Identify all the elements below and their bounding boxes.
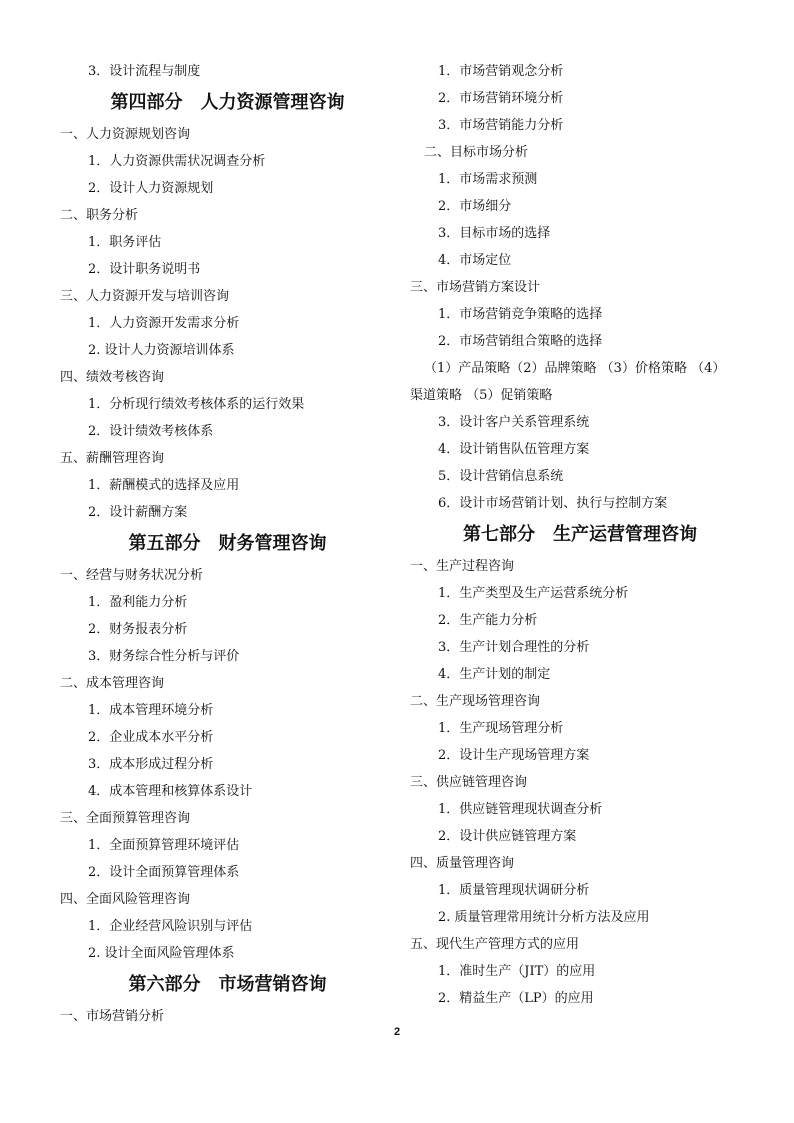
outline-item-level2: 2．设计全面预算管理体系 bbox=[88, 865, 240, 880]
outline-item-level2: 2．市场营销环境分析 bbox=[438, 91, 564, 106]
outline-item-level2: 1．人力资源供需状况调查分析 bbox=[88, 154, 266, 169]
right-column bbox=[410, 58, 750, 1012]
section-heading: 第四部分 人力资源管理咨询 bbox=[110, 92, 345, 113]
outline-item-level2: 2．设计生产现场管理方案 bbox=[438, 748, 590, 763]
outline-item-level2: 1．供应链管理现状调查分析 bbox=[438, 802, 603, 817]
outline-item-level2: 4．市场定位 bbox=[438, 253, 512, 268]
outline-item-level2: 2. 设计全面风险管理体系 bbox=[88, 946, 235, 961]
outline-item-level2: 3．成本形成过程分析 bbox=[88, 757, 214, 772]
outline-item-level2: 2．设计供应链管理方案 bbox=[438, 829, 577, 844]
outline-item-level2: 3．目标市场的选择 bbox=[438, 226, 551, 241]
outline-item-level1: 一、生产过程咨询 bbox=[410, 559, 515, 574]
outline-item-level2: 6．设计市场营销计划、执行与控制方案 bbox=[438, 496, 668, 511]
outline-item-level2: 2. 设计人力资源培训体系 bbox=[88, 343, 235, 358]
outline-item-level2: 2．设计职务说明书 bbox=[88, 262, 201, 277]
outline-item-level2: 3．市场营销能力分析 bbox=[438, 118, 564, 133]
outline-item-level2: 1．生产现场管理分析 bbox=[438, 721, 564, 736]
outline-item-level2: 1．生产类型及生产运营系统分析 bbox=[438, 586, 629, 601]
outline-item-level1: 五、现代生产管理方式的应用 bbox=[410, 937, 580, 952]
outline-item-level2: 1．职务评估 bbox=[88, 235, 162, 250]
section-heading: 第六部分 市场营销咨询 bbox=[128, 974, 327, 995]
outline-item-level2: 1．准时生产（JIT）的应用 bbox=[438, 964, 596, 979]
outline-item-level2: 3．生产计划合理性的分析 bbox=[438, 640, 590, 655]
outline-item-level2: 1．市场营销竞争策略的选择 bbox=[438, 307, 603, 322]
outline-item-level2: 4．生产计划的制定 bbox=[438, 667, 551, 682]
outline-item-level1: 三、人力资源开发与培训咨询 bbox=[60, 289, 230, 304]
outline-item-level1: 二、成本管理咨询 bbox=[60, 676, 165, 691]
outline-item-level1: 一、人力资源规划咨询 bbox=[60, 127, 191, 142]
outline-item-level1: 三、供应链管理咨询 bbox=[410, 775, 528, 790]
outline-item-level2: 2. 质量管理常用统计分析方法及应用 bbox=[438, 910, 650, 925]
outline-item-level1: 一、经营与财务状况分析 bbox=[60, 568, 204, 583]
outline-item-level2: 2．企业成本水平分析 bbox=[88, 730, 214, 745]
outline-item-level1: 一、市场营销分析 bbox=[60, 1009, 165, 1024]
page-number: 2 bbox=[393, 1026, 401, 1038]
left-column bbox=[60, 58, 395, 1030]
outline-item-level1: 四、绩效考核咨询 bbox=[60, 370, 165, 385]
outline-item-level2: 1．人力资源开发需求分析 bbox=[88, 316, 240, 331]
outline-item-level2: 3．设计流程与制度 bbox=[88, 64, 201, 79]
outline-item-level2: 2．生产能力分析 bbox=[438, 613, 538, 628]
outline-item-level1: 五、薪酬管理咨询 bbox=[60, 451, 165, 466]
outline-item-level2: 1．成本管理环境分析 bbox=[88, 703, 214, 718]
outline-item-level1: 四、全面风险管理咨询 bbox=[60, 892, 191, 907]
outline-item-level2: 2．市场细分 bbox=[438, 199, 512, 214]
outline-item-level2: 2．精益生产（LP）的应用 bbox=[438, 991, 594, 1006]
section-heading: 第五部分 财务管理咨询 bbox=[128, 533, 327, 554]
outline-item-level1: 四、质量管理咨询 bbox=[410, 856, 515, 871]
outline-item-level1: 渠道策略 （5）促销策略 bbox=[410, 388, 553, 403]
outline-item-level2: 2．市场营销组合策略的选择 bbox=[438, 334, 603, 349]
outline-item-level2: 2．设计薪酬方案 bbox=[88, 505, 188, 520]
section-heading: 第七部分 生产运营管理咨询 bbox=[463, 524, 697, 545]
outline-item-level1: 三、全面预算管理咨询 bbox=[60, 811, 191, 826]
outline-item-level1: （1）产品策略（2）品牌策略 （3）价格策略 （4） bbox=[424, 361, 726, 376]
outline-item-level2: 1．分析现行绩效考核体系的运行效果 bbox=[88, 397, 305, 412]
outline-item-level2: 3．设计客户关系管理系统 bbox=[438, 415, 590, 430]
outline-item-level2: 4．设计销售队伍管理方案 bbox=[438, 442, 590, 457]
outline-item-level1: 二、生产现场管理咨询 bbox=[410, 694, 541, 709]
outline-item-level2: 1．企业经营风险识别与评估 bbox=[88, 919, 253, 934]
outline-item-level1: 二、目标市场分析 bbox=[424, 145, 529, 160]
outline-item-level2: 4．成本管理和核算体系设计 bbox=[88, 784, 253, 799]
outline-item-level2: 1．市场营销观念分析 bbox=[438, 64, 564, 79]
outline-item-level2: 2．设计人力资源规划 bbox=[88, 181, 214, 196]
outline-item-level2: 1．全面预算管理环境评估 bbox=[88, 838, 240, 853]
outline-item-level2: 2．设计绩效考核体系 bbox=[88, 424, 214, 439]
outline-item-level2: 5．设计营销信息系统 bbox=[438, 469, 564, 484]
outline-item-level1: 三、市场营销方案设计 bbox=[410, 280, 541, 295]
outline-item-level1: 二、职务分析 bbox=[60, 208, 139, 223]
outline-item-level2: 1．市场需求预测 bbox=[438, 172, 538, 187]
outline-item-level2: 1．盈利能力分析 bbox=[88, 595, 188, 610]
outline-item-level2: 1．薪酬模式的选择及应用 bbox=[88, 478, 240, 493]
outline-item-level2: 2．财务报表分析 bbox=[88, 622, 188, 637]
outline-item-level2: 3．财务综合性分析与评价 bbox=[88, 649, 240, 664]
outline-item-level2: 1．质量管理现状调研分析 bbox=[438, 883, 590, 898]
